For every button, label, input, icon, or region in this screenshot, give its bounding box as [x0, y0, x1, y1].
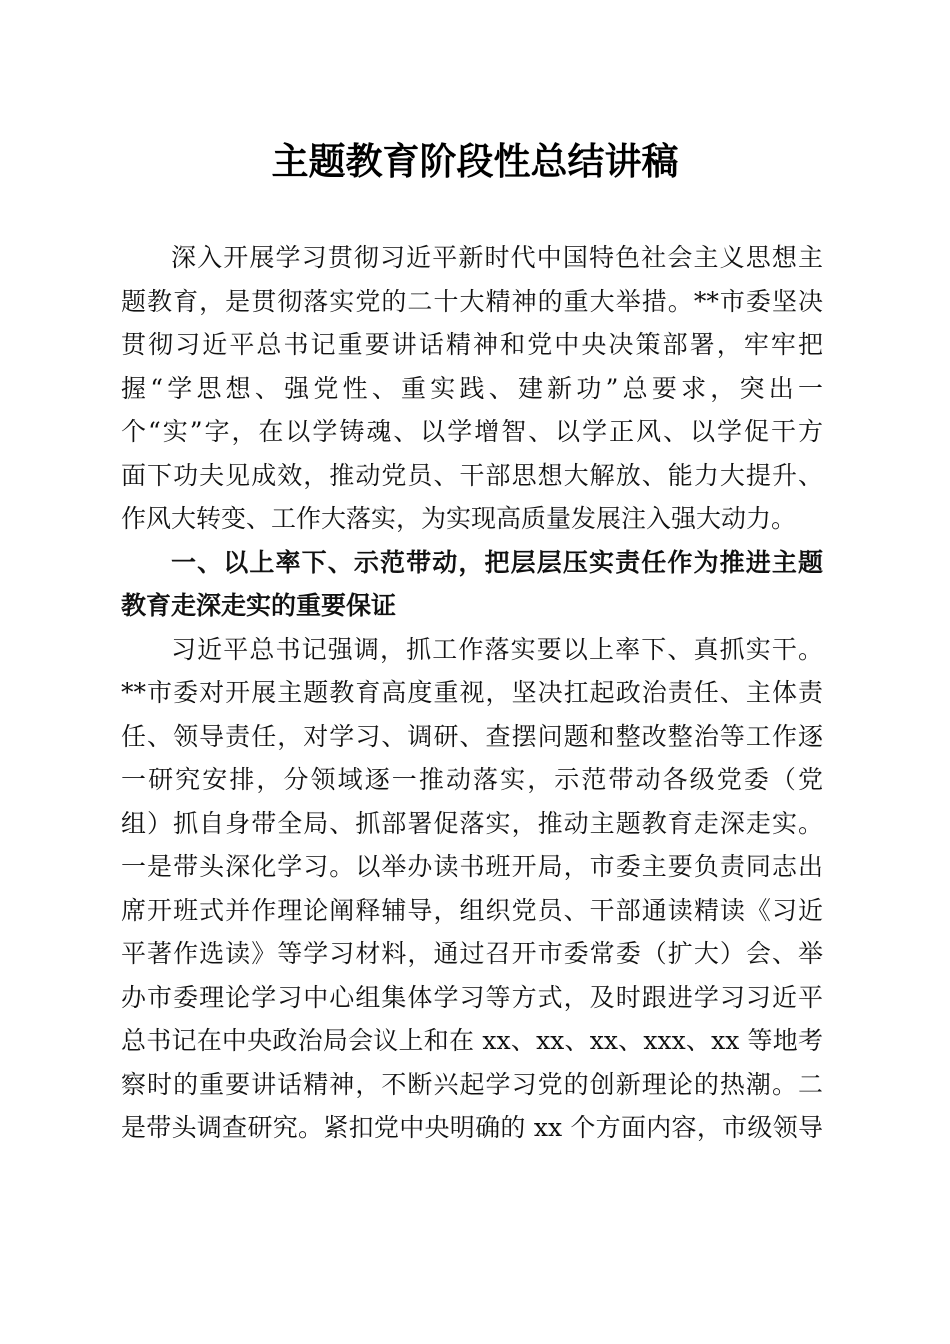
paragraph-line: 深入开展学习贯彻习近平新时代中国特色社会主义思想主	[171, 243, 823, 272]
paragraph-line: 一是带头深化学习。以举办读书班开局，市委主要负责同志出	[121, 852, 823, 881]
paragraph-line: 组）抓自身带全局、抓部署促落实，推动主题教育走深走实。	[121, 809, 823, 838]
paragraph-line: 是带头调查研究。紧扣党中央明确的 xx 个方面内容，市级领导	[121, 1113, 823, 1142]
paragraph-line: 平著作选读》等学习材料，通过召开市委常委（扩大）会、举	[121, 939, 823, 968]
paragraph-line: 贯彻习近平总书记重要讲话精神和党中央决策部署，牢牢把	[121, 330, 823, 359]
section-heading-line: 一、以上率下、示范带动，把层层压实责任作为推进主题	[171, 548, 823, 577]
paragraph-line: 题教育，是贯彻落实党的二十大精神的重大举措。**市委坚决	[121, 287, 823, 316]
section-heading-line: 教育走深走实的重要保证	[121, 591, 397, 620]
paragraph-line: 握“学思想、强党性、重实践、建新功”总要求，突出一	[121, 374, 823, 403]
paragraph-line: **市委对开展主题教育高度重视，坚决扛起政治责任、主体责	[121, 678, 823, 707]
paragraph-line: 办市委理论学习中心组集体学习等方式，及时跟进学习习近平	[121, 983, 823, 1012]
paragraph-line: 个“实”字，在以学铸魂、以学增智、以学正风、以学促干方	[121, 417, 823, 446]
paragraph-line: 一研究安排，分领域逐一推动落实，示范带动各级党委（党	[121, 765, 823, 794]
paragraph-line: 作风大转变、工作大落实，为实现高质量发展注入强大动力。	[121, 504, 797, 533]
paragraph-line: 任、领导责任，对学习、调研、查摆问题和整改整治等工作逐	[121, 722, 823, 751]
document-title: 主题教育阶段性总结讲稿	[271, 139, 679, 183]
paragraph-line: 面下功夫见成效，推动党员、干部思想大解放、能力大提升、	[121, 461, 823, 490]
paragraph-line: 察时的重要讲话精神，不断兴起学习党的创新理论的热潮。二	[121, 1070, 823, 1099]
paragraph-line: 习近平总书记强调，抓工作落实要以上率下、真抓实干。	[171, 635, 823, 664]
paragraph-line: 总书记在中央政治局会议上和在 xx、xx、xx、xxx、xx 等地考	[121, 1026, 823, 1055]
paragraph-line: 席开班式并作理论阐释辅导，组织党员、干部通读精读《习近	[121, 896, 823, 925]
